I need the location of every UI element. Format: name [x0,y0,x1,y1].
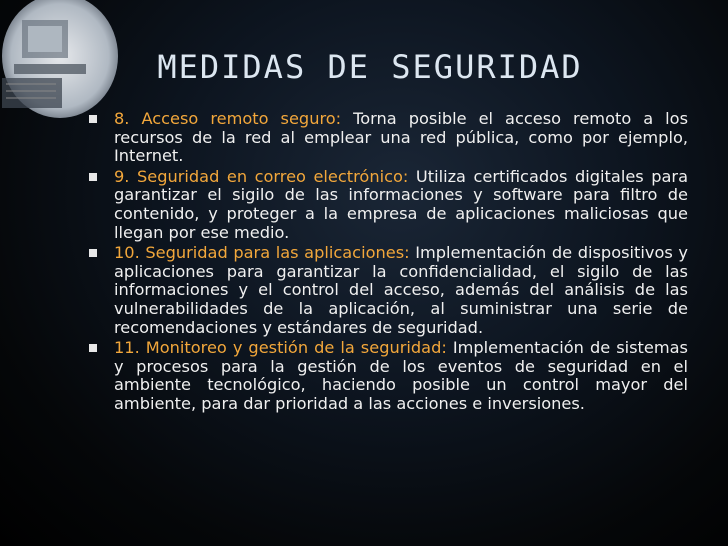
square-bullet-icon [88,172,98,182]
item-heading: 11. Monitoreo y gestión de la seguridad: [114,338,447,358]
slide-title: MEDIDAS DE SEGURIDAD [157,48,583,86]
list-item [88,110,688,166]
item-text: Torna posible el acceso remoto a los recursos de la red al emplear una red pública, como por ejemplo, Internet. [114,109,688,166]
item-text: Implementación de dispositivos y aplicaciones para garantizar la confidencialidad, el sigilo de las informaciones y el control del acceso, además del análisis de las vulnerabilidades de la aplicación, al suministrar una serie de recomendaciones y estándares de seguridad. [114,243,688,337]
square-bullet-icon [88,343,98,353]
square-bullet-icon [88,114,98,124]
item-heading: 8. Acceso remoto seguro: [114,109,342,128]
square-bullet-icon [88,248,98,258]
list-item [88,168,688,242]
item-heading: 10. Seguridad para las aplicaciones: [114,243,410,263]
bullet-list [88,110,688,416]
item-text: Implementación de sistemas y procesos para la gestión de los eventos de seguridad en el ambiente tecnológico, haciendo posible un control mayor del ambiente, para dar prioridad a las acciones e inversiones. [114,338,688,413]
item-heading: 9. Seguridad en correo electrónico: [114,166,409,186]
list-item [88,339,688,413]
computer-monitor-icon [0,0,122,124]
item-text: Utiliza certificados digitales para garantizar el sigilo de las informaciones y software para filtro de contenido, y proteger a la empresa de aplicaciones maliciosas que llegan por ese medio. [114,166,688,242]
list-item [88,244,688,337]
